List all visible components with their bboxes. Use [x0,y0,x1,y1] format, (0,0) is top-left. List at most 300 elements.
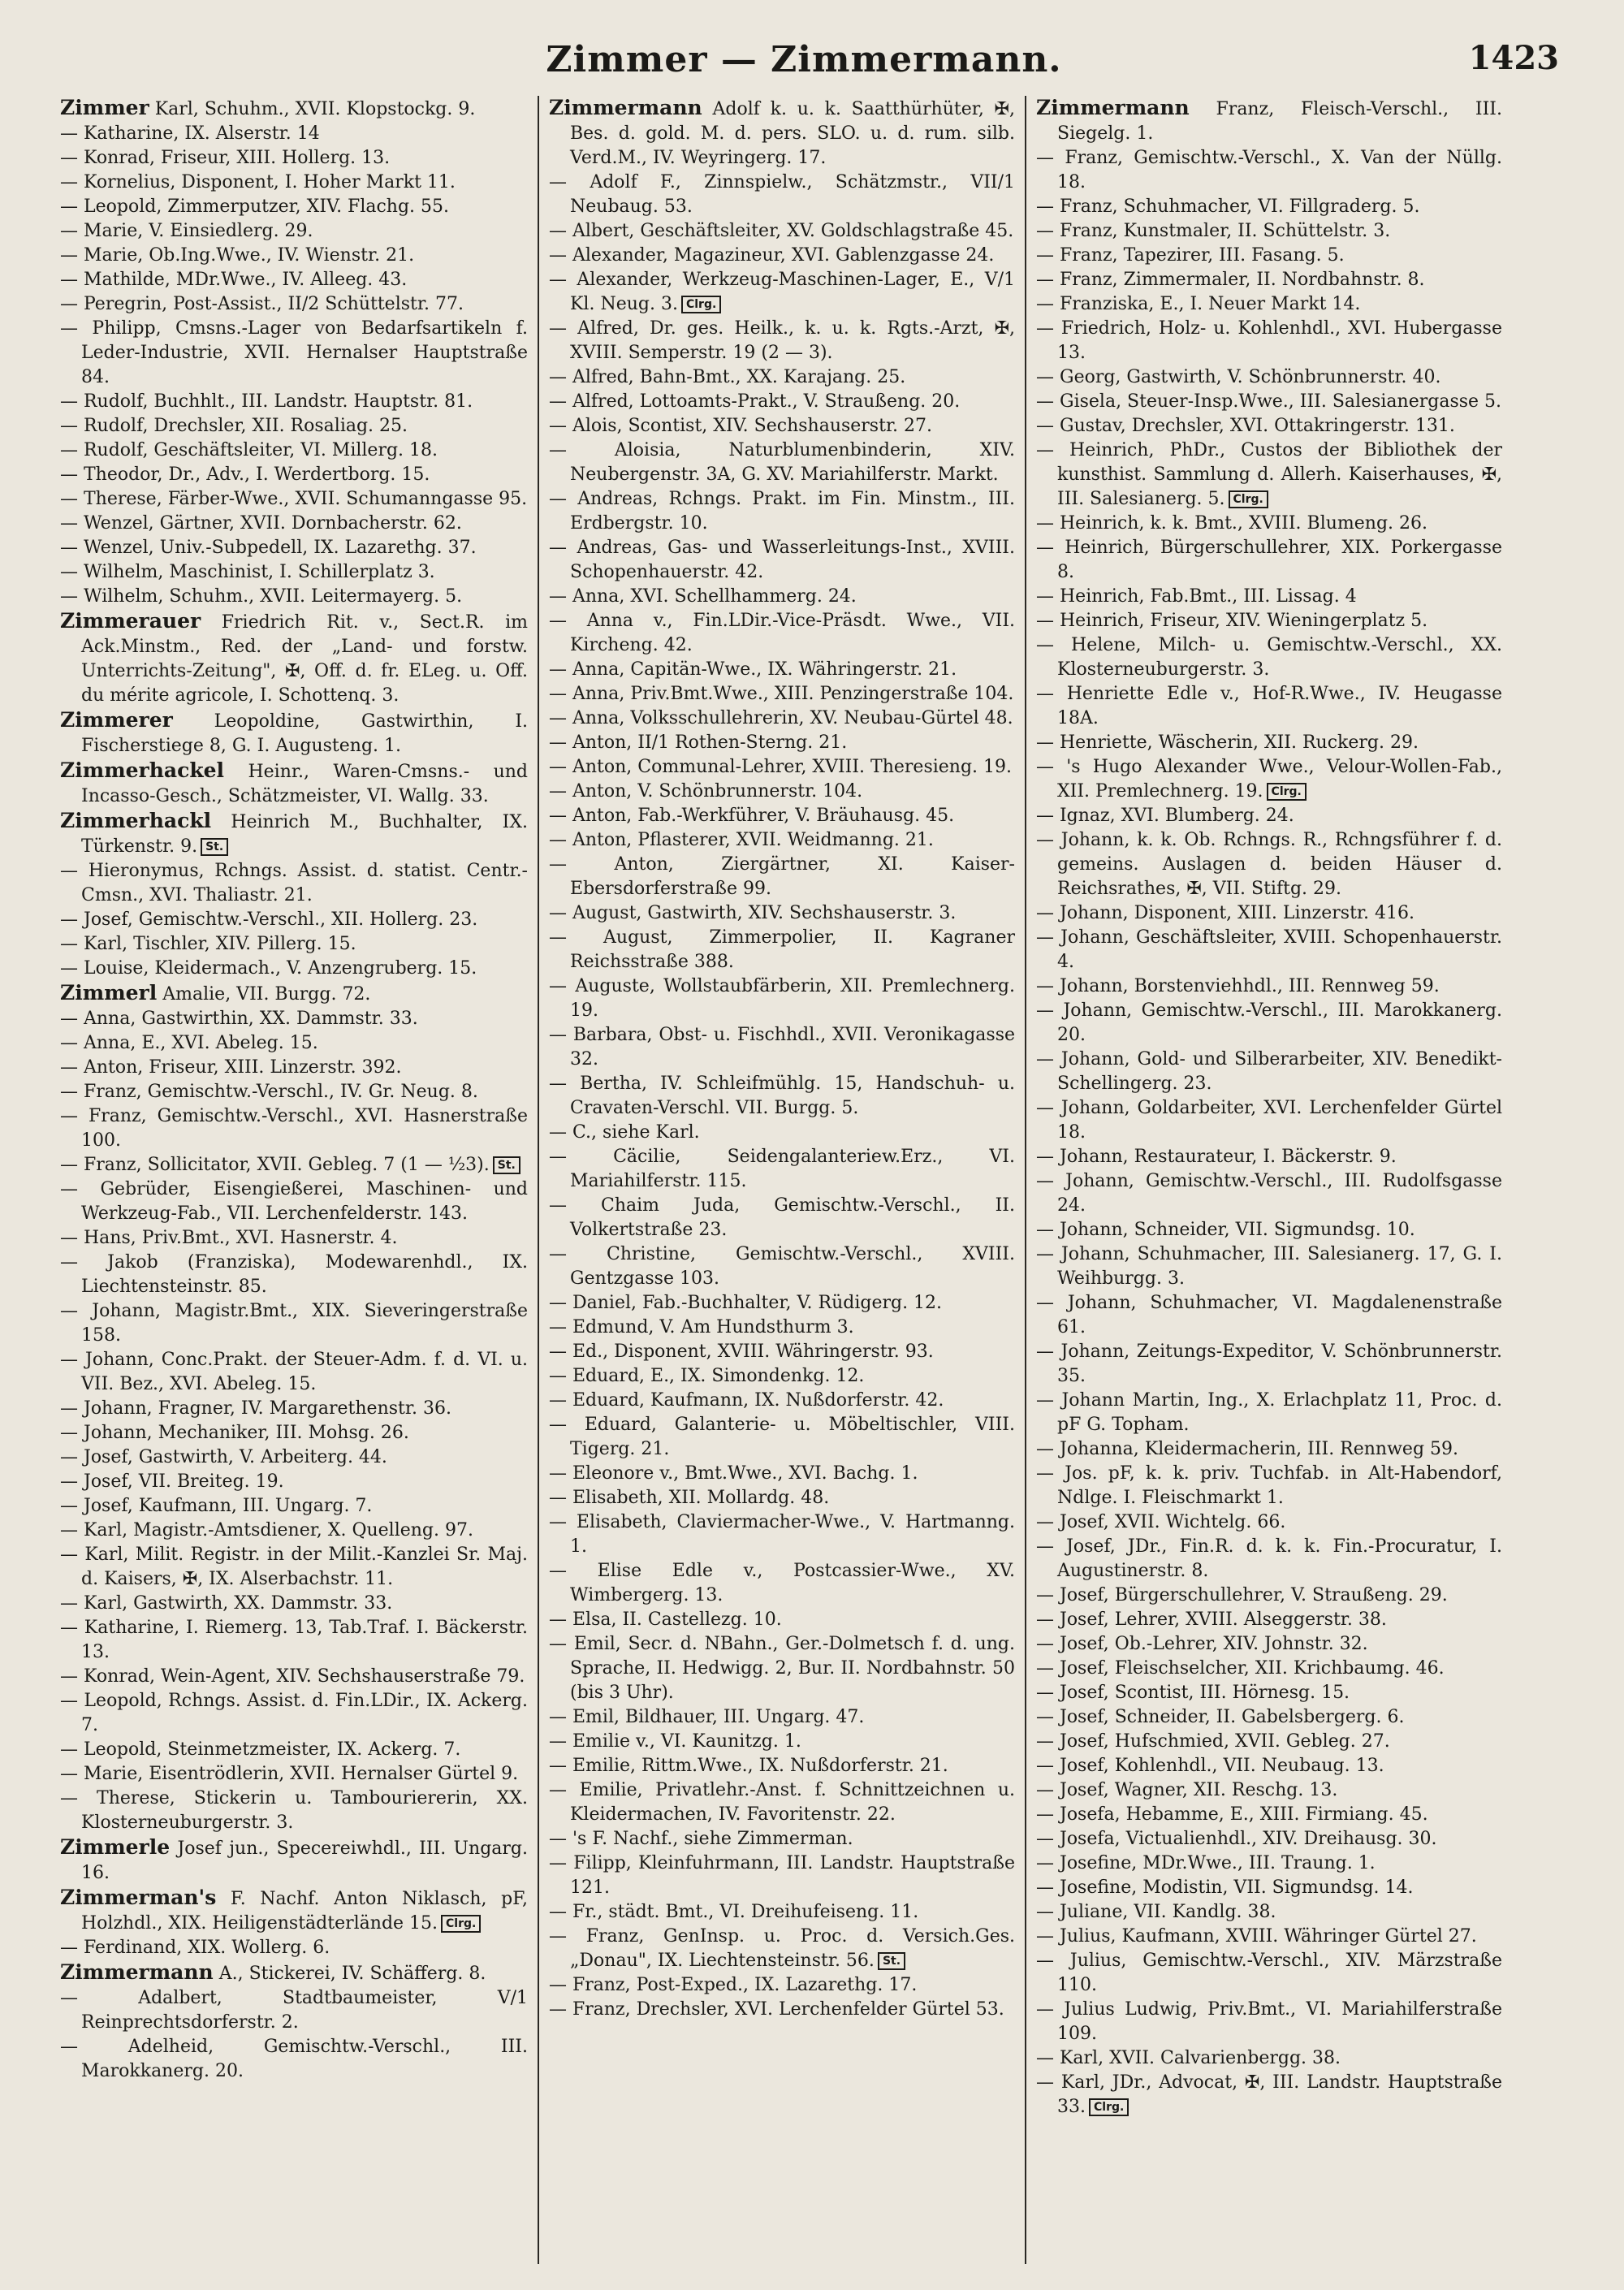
entry-tag-badge: St. [878,1952,905,1970]
entry-surname: Zimmermann [60,1960,214,1984]
directory-entry [60,1543,528,1592]
directory-entry [60,1056,528,1080]
directory-entry [1036,1998,1502,2046]
directory-entry [1036,1340,1502,1389]
entry-text: — Franz, Zimmermaler, II. Nordbahnstr. 8. [1036,270,1425,290]
page-header [49,36,1559,93]
entry-text: — Johann, Conc.Prakt. der Steuer-Adm. f. d. VI. u. VII. Bez., XVI. Abeleg. 15. [60,1350,528,1394]
entry-text: — Heinrich, Fab.Bmt., III. Lissag. 4 [1036,586,1357,607]
entry-text: — Andreas, Gas- und Wasserleitungs-Inst., XVIII. Schopenhauerstr. 42. [549,538,1015,582]
directory-entry [1036,317,1502,365]
directory-entry [549,268,1015,317]
entry-text: — Theodor, Dr., Adv., I. Werdertborg. 15. [60,464,430,485]
entry-text: — Josef, Fleischselcher, XII. Krichbaumg. 46. [1036,1658,1445,1679]
entry-text: — Josef, Kohlenhdl., VII. Neubaug. 13. [1036,1756,1384,1776]
directory-entry [549,439,1015,487]
directory-entry [60,414,528,439]
entry-text: — Johann, Gold- und Silberarbeiter, XIV. Benedikt-Schellingerg. 23. [1036,1049,1502,1094]
entry-surname: Zimmermann [549,96,702,119]
directory-entry [60,195,528,219]
directory-entry [1036,1608,1502,1632]
entry-text: — Josef, JDr., Fin.R. d. k. k. Fin.-Procuratur, I. Augustinerstr. 8. [1036,1536,1502,1581]
entry-text: — Chaim Juda, Gemischtw.-Verschl., II. Volkertstraße 23. [549,1195,1015,1240]
entry-text: Karl, Schuhm., XVII. Klopstockg. 9. [154,99,476,119]
directory-entry [549,974,1015,1023]
directory-entry [549,1632,1015,1705]
directory-entry [60,1886,528,1936]
directory-entry [1036,390,1502,414]
entry-text: — Henriette, Wäscherin, XII. Ruckerg. 29. [1036,732,1419,753]
directory-entry [60,1445,528,1470]
entry-text: — Josef, Scontist, III. Hörnesg. 15. [1036,1683,1350,1703]
directory-entry [60,1153,528,1177]
entry-text: F. Nachf. Anton Niklasch, pF, Holzhdl., XIX. Heiligenstädterlände 15. [81,1889,528,1934]
directory-entry [60,536,528,560]
directory-entry [1036,1730,1502,1754]
entry-text: — Alexander, Magazineur, XVI. Gablenzgasse 24. [549,245,995,266]
entry-text: — Karl, Milit. Registr. in der Milit.-Kanzlei Sr. Maj. d. Kaisers, ✠, IX. Alserbachstr. 11. [60,1545,528,1589]
directory-entry [1036,901,1502,926]
entry-text: — Johann, Restaurateur, I. Bäckerstr. 9. [1036,1147,1397,1167]
directory-entry [60,122,528,146]
directory-entry [1036,512,1502,536]
directory-entry [1036,1803,1502,1827]
directory-entry [1036,1389,1502,1437]
directory-entry [549,317,1015,365]
entry-text: — Marie, V. Einsiedlerg. 29. [60,221,313,241]
directory-entry [1036,974,1502,999]
directory-entry [549,1827,1015,1851]
entry-text: — Rudolf, Geschäftsleiter, VI. Millerg. 18. [60,440,438,460]
entry-text: — Franz, Tapezirer, III. Fasang. 5. [1036,245,1345,266]
directory-entry [549,1705,1015,1730]
entry-text: — Ignaz, XVI. Blumberg. 24. [1036,806,1294,826]
directory-entry [549,1194,1015,1242]
entry-text: — Franz, Post-Exped., IX. Lazarethg. 17. [549,1975,918,1995]
entry-text: — Anna, E., XVI. Abeleg. 15. [60,1033,318,1053]
directory-entry [60,932,528,957]
directory-entry [60,244,528,268]
entry-surname: Zimmerauer [60,609,201,633]
directory-entry [549,853,1015,901]
entry-text: — Josef, Lehrer, XVIII. Alseggerstr. 38. [1036,1609,1387,1630]
entry-text: — Josefine, MDr.Wwe., III. Traung. 1. [1036,1853,1376,1873]
column-right [1025,96,1512,2264]
directory-entry [1036,1584,1502,1608]
entry-text: — Josef, VII. Breiteg. 19. [60,1471,284,1492]
directory-entry [1036,292,1502,317]
entry-text: — Louise, Kleidermach., V. Anzengruberg. 15. [60,958,477,979]
entry-tag-badge: Clrg. [1267,783,1307,801]
entry-surname: Zimmermann [1036,96,1190,119]
directory-entry [1036,1169,1502,1218]
directory-entry [1036,682,1502,731]
entry-text: Leopoldine, Gastwirthin, I. Fischerstiege 8, G. I. Augusteng. 1. [81,711,529,756]
entry-text: — Anna v., Fin.LDir.-Vice-Präsdt. Wwe., VII. Kircheng. 42. [549,611,1015,655]
entry-text: — Elisabeth, Claviermacher-Wwe., V. Hartmanng. 1. [549,1512,1015,1557]
entry-text: — Elisabeth, XII. Mollardg. 48. [549,1488,830,1508]
directory-entry [60,809,528,859]
entry-text: — Anton, Pflasterer, XVII. Weidmanng. 21. [549,830,934,850]
directory-entry [549,585,1015,609]
directory-entry [1036,1437,1502,1462]
entry-text: — Johann, k. k. Ob. Rchngs. R., Rchngsführer f. d. gemeins. Auslagen d. beiden Häuser d. Reichsrathes, ✠, VII. Stiftg. 29. [1036,830,1502,899]
directory-entry [549,365,1015,390]
directory-entry [549,731,1015,755]
directory-entry [60,758,528,809]
entry-text: — Karl, Tischler, XIV. Pillerg. 15. [60,934,356,954]
directory-entry [549,414,1015,439]
entry-text: — Auguste, Wollstaubfärberin, XII. Premlechnerg. 19. [549,976,1015,1021]
directory-entry [549,926,1015,974]
directory-columns [50,96,1559,2272]
directory-entry [60,1470,528,1494]
directory-entry [1036,609,1502,633]
directory-entry [60,317,528,390]
directory-entry [1036,755,1502,804]
directory-entry [1036,633,1502,682]
directory-entry [1036,439,1502,512]
column-middle [538,96,1025,2264]
entry-text: — Katharine, I. Riemerg. 13, Tab.Traf. I. Bäckerstr. 13. [60,1618,528,1662]
directory-entry [60,1616,528,1665]
directory-entry [1036,1851,1502,1876]
entry-text: — Emil, Secr. d. NBahn., Ger.-Dolmetsch f. d. ung. Sprache, II. Hedwigg. 2, Bur. II. Nordbahnstr. 50 (bis 3 Uhr). [549,1634,1015,1703]
entry-text: — Josef, Hufschmied, XVII. Gebleg. 27. [1036,1731,1390,1752]
directory-entry [60,96,528,122]
directory-entry [549,1973,1015,1998]
directory-entry [60,957,528,981]
directory-entry [1036,96,1502,146]
directory-entry [60,146,528,171]
entry-text: — Gebrüder, Eisengießerei, Maschinen- und Werkzeug-Fab., VII. Lerchenfelderstr. 143. [60,1179,528,1224]
directory-entry [549,1291,1015,1316]
entry-text: Adolf k. u. k. Saatthürhüter, ✠, Bes. d. gold. M. d. pers. SLO. u. d. rum. silb. Verd.M., IV. Weyringerg. 17. [570,99,1015,168]
entry-text: — Alfred, Dr. ges. Heilk., k. u. k. Rgts.-Arzt, ✠, XVIII. Semperstr. 19 (2 — 3). [549,318,1015,363]
entry-text: — Johann, Schneider, VII. Sigmundsg. 10. [1036,1220,1415,1240]
entry-text: — Filipp, Kleinfuhrmann, III. Landstr. Hauptstraße 121. [549,1853,1015,1898]
entry-text: — Johanna, Kleidermacherin, III. Rennweg 59. [1036,1439,1459,1459]
entry-text: — Katharine, IX. Alserstr. 14 [60,123,320,144]
directory-entry [1036,1754,1502,1778]
page-title: Zimmer — Zimmermann. [546,39,1062,80]
directory-entry [1036,1632,1502,1657]
directory-entry [60,2035,528,2084]
column-left [50,96,538,2264]
entry-text: — Franz, GenInsp. u. Proc. d. Versich.Ges. „Donau", IX. Liechtensteinstr. 56. [549,1926,1015,1971]
entry-text: — 's Hugo Alexander Wwe., Velour-Wollen-Fab., XII. Premlechnerg. 19. [1036,757,1502,802]
directory-entry [60,1762,528,1787]
directory-entry [549,219,1015,244]
entry-tag-badge: Clrg. [681,296,721,313]
entry-text: — Anna, XVI. Schellhammerg. 24. [549,586,857,607]
entry-text: — Franz, Gemischtw.-Verschl., XVI. Hasnerstraße 100. [60,1106,528,1151]
entry-text: Heinr., Waren-Cmsns.- und Incasso-Gesch., Schätzmeister, VI. Wallg. 33. [81,762,528,806]
entry-text: — Josef, Bürgerschullehrer, V. Straußeng. 29. [1036,1585,1448,1605]
entry-text: — Anton, Ziergärtner, XI. Kaiser-Ebersdorferstraße 99. [549,854,1015,899]
directory-entry [549,1389,1015,1413]
entry-text: — Josef, Gastwirth, V. Arbeiterg. 44. [60,1447,387,1467]
entry-text: — Johann, Schuhmacher, VI. Magdalenenstraße 61. [1036,1293,1502,1337]
directory-entry [549,96,1015,171]
entry-text: — Peregrin, Post-Assist., II/2 Schüttelstr. 77. [60,294,464,314]
entry-text: — Eduard, Galanterie- u. Möbeltischler, VIII. Tigerg. 21. [549,1415,1015,1459]
entry-text: — Franz, Schuhmacher, VI. Fillgraderg. 5. [1036,197,1420,217]
directory-entry [549,487,1015,536]
directory-entry [60,1986,528,2035]
directory-entry [60,292,528,317]
directory-entry [549,1730,1015,1754]
entry-text: — Josef, Wagner, XII. Reschg. 13. [1036,1780,1338,1800]
directory-entry [60,708,528,758]
entry-surname: Zimmer [60,96,149,119]
directory-entry [1036,219,1502,244]
entry-text: — Therese, Stickerin u. Tambouriererin, XX. Klosterneuburgerstr. 3. [60,1788,528,1833]
directory-entry [549,390,1015,414]
entry-text: Friedrich Rit. v., Sect.R. im Ack.Minstm., Red. der „Land- und forstw. Unterrichts-Zeitung", ✠, Off. d. fr. ELeg. u. Off. du mérite agricole, I. Schottenq. 3. [81,612,528,706]
directory-entry [60,908,528,932]
entry-text: — Christine, Gemischtw.-Verschl., XVIII. Gentzgasse 103. [549,1244,1015,1289]
directory-entry [60,463,528,487]
directory-entry [60,219,528,244]
entry-text: — Johann, Gemischtw.-Verschl., III. Marokkanerg. 20. [1036,1000,1502,1045]
directory-entry [549,1145,1015,1194]
directory-entry [549,682,1015,706]
entry-text: — Edmund, V. Am Hundsthurm 3. [549,1317,854,1337]
entry-surname: Zimmerer [60,708,173,732]
entry-text: — Johann, Schuhmacher, III. Salesianerg. 17, G. I. Weihburgg. 3. [1036,1244,1502,1289]
directory-entry [1036,1535,1502,1584]
directory-entry [1036,1876,1502,1900]
entry-text: — Johann Martin, Ing., X. Erlachplatz 11, Proc. d. pF G. Topham. [1036,1390,1502,1435]
directory-entry [60,1397,528,1421]
directory-entry [60,1835,528,1886]
directory-entry [1036,414,1502,439]
entry-text: — Josefa, Hebamme, E., XIII. Firmiang. 45. [1036,1804,1428,1825]
directory-entry [60,1104,528,1153]
directory-entry [1036,1242,1502,1291]
entry-text: — Josef, Ob.-Lehrer, XIV. Johnstr. 32. [1036,1634,1368,1654]
entry-text: — Gisela, Steuer-Insp.Wwe., III. Salesianergasse 5. [1036,391,1502,412]
page-number: 1423 [1468,39,1559,77]
directory-entry [60,1007,528,1031]
entry-text: — Julius Ludwig, Priv.Bmt., VI. Mariahilferstraße 109. [1036,1999,1502,2044]
directory-entry [60,171,528,195]
directory-entry [549,1778,1015,1827]
directory-entry [1036,1657,1502,1681]
entry-text: — Johann, Goldarbeiter, XVI. Lerchenfelder Gürtel 18. [1036,1098,1502,1143]
directory-entry [60,268,528,292]
directory-entry [60,512,528,536]
directory-entry [1036,1096,1502,1145]
entry-text: — Gustav, Drechsler, XVI. Ottakringerstr. 131. [1036,416,1455,436]
directory-entry [60,1519,528,1543]
entry-text: — Karl, JDr., Advocat, ✠, III. Landstr. Hauptstraße 33. [1036,2072,1502,2117]
entry-text: — Adelheid, Gemischtw.-Verschl., III. Marokkanerg. 20. [60,2037,528,2081]
entry-surname: Zimmerhackl [60,809,212,832]
entry-text: — Heinrich, Friseur, XIV. Wieningerplatz 5. [1036,611,1428,631]
entry-tag-badge: St. [493,1156,520,1174]
directory-entry [549,1072,1015,1121]
directory-entry [1036,1510,1502,1535]
directory-entry [60,1689,528,1738]
directory-entry [549,244,1015,268]
directory-entry [60,439,528,463]
directory-entry [549,609,1015,658]
directory-entry [549,1242,1015,1291]
directory-entry [549,780,1015,804]
directory-entry [549,804,1015,828]
entry-text: — Leopold, Steinmetzmeister, IX. Ackerg. 7. [60,1739,461,1760]
directory-entry [1036,1291,1502,1340]
directory-entry [1036,365,1502,390]
entry-text: — Josef, Gemischtw.-Verschl., XII. Hollerg. 23. [60,910,478,930]
entry-text: — Marie, Eisentrödlerin, XVII. Hernalser Gürtel 9. [60,1764,519,1784]
entry-text: — Franz, Gemischtw.-Verschl., IV. Gr. Neug. 8. [60,1082,478,1102]
directory-entry [1036,1925,1502,1949]
directory-entry [60,1494,528,1519]
entry-text: — Alois, Scontist, XIV. Sechshauserstr. 27. [549,416,933,436]
directory-entry [1036,195,1502,219]
directory-entry [1036,146,1502,195]
directory-entry [1036,1145,1502,1169]
entry-text: — Emilie, Privatlehr.-Anst. f. Schnittzeichnen u. Kleidermachen, IV. Favoritenstr. 22. [549,1780,1015,1825]
entry-text: — August, Gastwirth, XIV. Sechshauserstr. 3. [549,903,957,923]
entry-text: — Josefa, Victualienhdl., XIV. Dreihausg. 30. [1036,1829,1437,1849]
entry-text: — Helene, Milch- u. Gemischtw.-Verschl., XX. Klosterneuburgerstr. 3. [1036,635,1502,680]
entry-text: — August, Zimmerpolier, II. Kagraner Reichsstraße 388. [549,927,1015,972]
directory-entry [549,658,1015,682]
directory-entry [549,1510,1015,1559]
entry-surname: Zimmerl [60,981,158,1005]
entry-text: — Julius, Kaufmann, XVIII. Währinger Gürtel 27. [1036,1926,1477,1946]
entry-text: — Konrad, Wein-Agent, XIV. Sechshauserstraße 79. [60,1666,525,1687]
entry-text: — Marie, Ob.Ing.Wwe., IV. Wienstr. 21. [60,245,415,266]
entry-text: — Konrad, Friseur, XIII. Hollerg. 13. [60,148,391,168]
entry-text: — Barbara, Obst- u. Fischhdl., XVII. Veronikagasse 32. [549,1025,1015,1069]
directory-entry [60,1226,528,1251]
entry-text: — Johann, Disponent, XIII. Linzerstr. 416. [1036,903,1415,923]
entry-text: — Karl, Gastwirth, XX. Dammstr. 33. [60,1593,393,1614]
directory-entry [60,981,528,1007]
entry-text: — Ed., Disponent, XVIII. Währingerstr. 93. [549,1342,934,1362]
entry-text: — Josef, Schneider, II. Gabelsbergerg. 6. [1036,1707,1405,1727]
directory-entry [60,560,528,585]
entry-text: — Franz, Gemischtw.-Verschl., X. Van der Nüllg. 18. [1036,148,1502,192]
entry-text: — Josef, Kaufmann, III. Ungarg. 7. [60,1496,373,1516]
directory-entry [1036,828,1502,901]
entry-text: — Franz, Drechsler, XVI. Lerchenfelder Gürtel 53. [549,1999,1004,2020]
directory-entry [1036,1048,1502,1096]
directory-entry [549,706,1015,731]
entry-text: Josef jun., Specereiwhdl., III. Ungarg. 16. [81,1838,528,1883]
directory-entry [60,1960,528,1986]
directory-entry [60,1031,528,1056]
entry-text: Amalie, VII. Burgg. 72. [162,984,371,1005]
entry-text: — Rudolf, Drechsler, XII. Rosaliag. 25. [60,416,408,436]
entry-text: — Ferdinand, XIX. Wollerg. 6. [60,1938,330,1958]
entry-text: — Eleonore v., Bmt.Wwe., XVI. Bachg. 1. [549,1463,918,1484]
entry-surname: Zimmerle [60,1835,171,1859]
directory-entry [549,901,1015,926]
entry-text: — Anna, Gastwirthin, XX. Dammstr. 33. [60,1009,418,1029]
entry-text: — C., siehe Karl. [549,1122,700,1143]
entry-text: — Cäcilie, Seidengalanteriew.Erz., VI. Mariahilferstr. 115. [549,1147,1015,1191]
directory-entry [60,1665,528,1689]
directory-entry [1036,804,1502,828]
directory-entry [1036,585,1502,609]
directory-entry [60,1592,528,1616]
entry-text: — Alexander, Werkzeug-Maschinen-Lager, E., V/1 Kl. Neug. 3. [549,270,1015,314]
entry-text: — Elsa, II. Castellezg. 10. [549,1609,782,1630]
entry-text: — Johann, Geschäftsleiter, XVIII. Schopenhauerstr. 4. [1036,927,1502,972]
entry-text: — Friedrich, Holz- u. Kohlenhdl., XVI. Hubergasse 13. [1036,318,1502,363]
entry-text: — Franz, Kunstmaler, II. Schüttelstr. 3. [1036,221,1391,241]
directory-entry [549,755,1015,780]
entry-text: — Adalbert, Stadtbaumeister, V/1 Reinprechtsdorferstr. 2. [60,1988,528,2033]
entry-text: — Johann, Zeitungs-Expeditor, V. Schönbrunnerstr. 35. [1036,1342,1502,1386]
directory-entry [60,390,528,414]
entry-text: — Hans, Priv.Bmt., XVI. Hasnerstr. 4. [60,1228,398,1248]
directory-entry [60,1421,528,1445]
entry-text: — Josefine, Modistin, VII. Sigmundsg. 14. [1036,1877,1414,1898]
directory-entry [1036,1681,1502,1705]
directory-entry [549,1364,1015,1389]
entry-tag-badge: Clrg. [441,1915,481,1933]
entry-text: — 's F. Nachf., siehe Zimmerman. [549,1829,853,1849]
directory-entry [1036,536,1502,585]
entry-text: — Anna, Volksschullehrerin, XV. Neubau-Gürtel 48. [549,708,1013,728]
entry-text: — Karl, XVII. Calvarienbergg. 38. [1036,2048,1341,2068]
directory-entry [549,1462,1015,1486]
entry-text: — Alfred, Lottoamts-Prakt., V. Straußeng. 20. [549,391,961,412]
directory-entry [549,1754,1015,1778]
directory-entry [549,828,1015,853]
entry-text: — Leopold, Zimmerputzer, XIV. Flachg. 55. [60,197,450,217]
entry-text: — Franz, Sollicitator, XVII. Gebleg. 7 (1 — ½3). [60,1155,490,1175]
entry-text: — Julius, Gemischtw.-Verschl., XIV. Märzstraße 110. [1036,1951,1502,1995]
entry-text: — Elise Edle v., Postcassier-Wwe., XV. Wimbergerg. 13. [549,1561,1015,1605]
directory-entry [60,1299,528,1348]
entry-text: — Jos. pF, k. k. priv. Tuchfab. in Alt-Habendorf, Ndlge. I. Fleischmarkt 1. [1036,1463,1502,1508]
directory-entry [60,1251,528,1299]
entry-text: — Albert, Geschäftsleiter, XV. Goldschlagstraße 45. [549,221,1014,241]
entry-text: — Henriette Edle v., Hof-R.Wwe., IV. Heugasse 18A. [1036,684,1502,728]
entry-text: — Emilie, Rittm.Wwe., IX. Nußdorferstr. 21. [549,1756,948,1776]
directory-entry [1036,268,1502,292]
entry-tag-badge: Clrg. [1089,2098,1129,2116]
entry-text: — Emilie v., VI. Kaunitzg. 1. [549,1731,801,1752]
entry-text: — Jakob (Franziska), Modewarenhdl., IX. Liechtensteinstr. 85. [60,1252,528,1297]
directory-entry [549,1900,1015,1925]
entry-text: — Adolf F., Zinnspielw., Schätzmstr., VII/1 Neubaug. 53. [549,172,1015,217]
directory-entry [1036,2046,1502,2071]
entry-text: — Alfred, Bahn-Bmt., XX. Karajang. 25. [549,367,906,387]
entry-text: Franz, Fleisch-Verschl., III. Siegelg. 1. [1057,99,1502,144]
entry-text: — Anton, Friseur, XIII. Linzerstr. 392. [60,1057,402,1078]
entry-surname: Zimmerhackel [60,758,225,782]
directory-entry [1036,244,1502,268]
directory-entry [60,487,528,512]
directory-entry [1036,1218,1502,1242]
entry-text: — Anton, V. Schönbrunnerstr. 104. [549,781,863,802]
entry-text: — Johann, Fragner, IV. Margarethenstr. 36. [60,1398,451,1419]
directory-entry [549,1316,1015,1340]
directory-entry [60,1348,528,1397]
entry-text: — Karl, Magistr.-Amtsdiener, X. Quelleng. 97. [60,1520,473,1540]
entry-text: — Wenzel, Univ.-Subpedell, IX. Lazarethg. 37. [60,538,477,558]
entry-text: — Anton, Fab.-Werkführer, V. Bräuhausg. 45. [549,806,955,826]
